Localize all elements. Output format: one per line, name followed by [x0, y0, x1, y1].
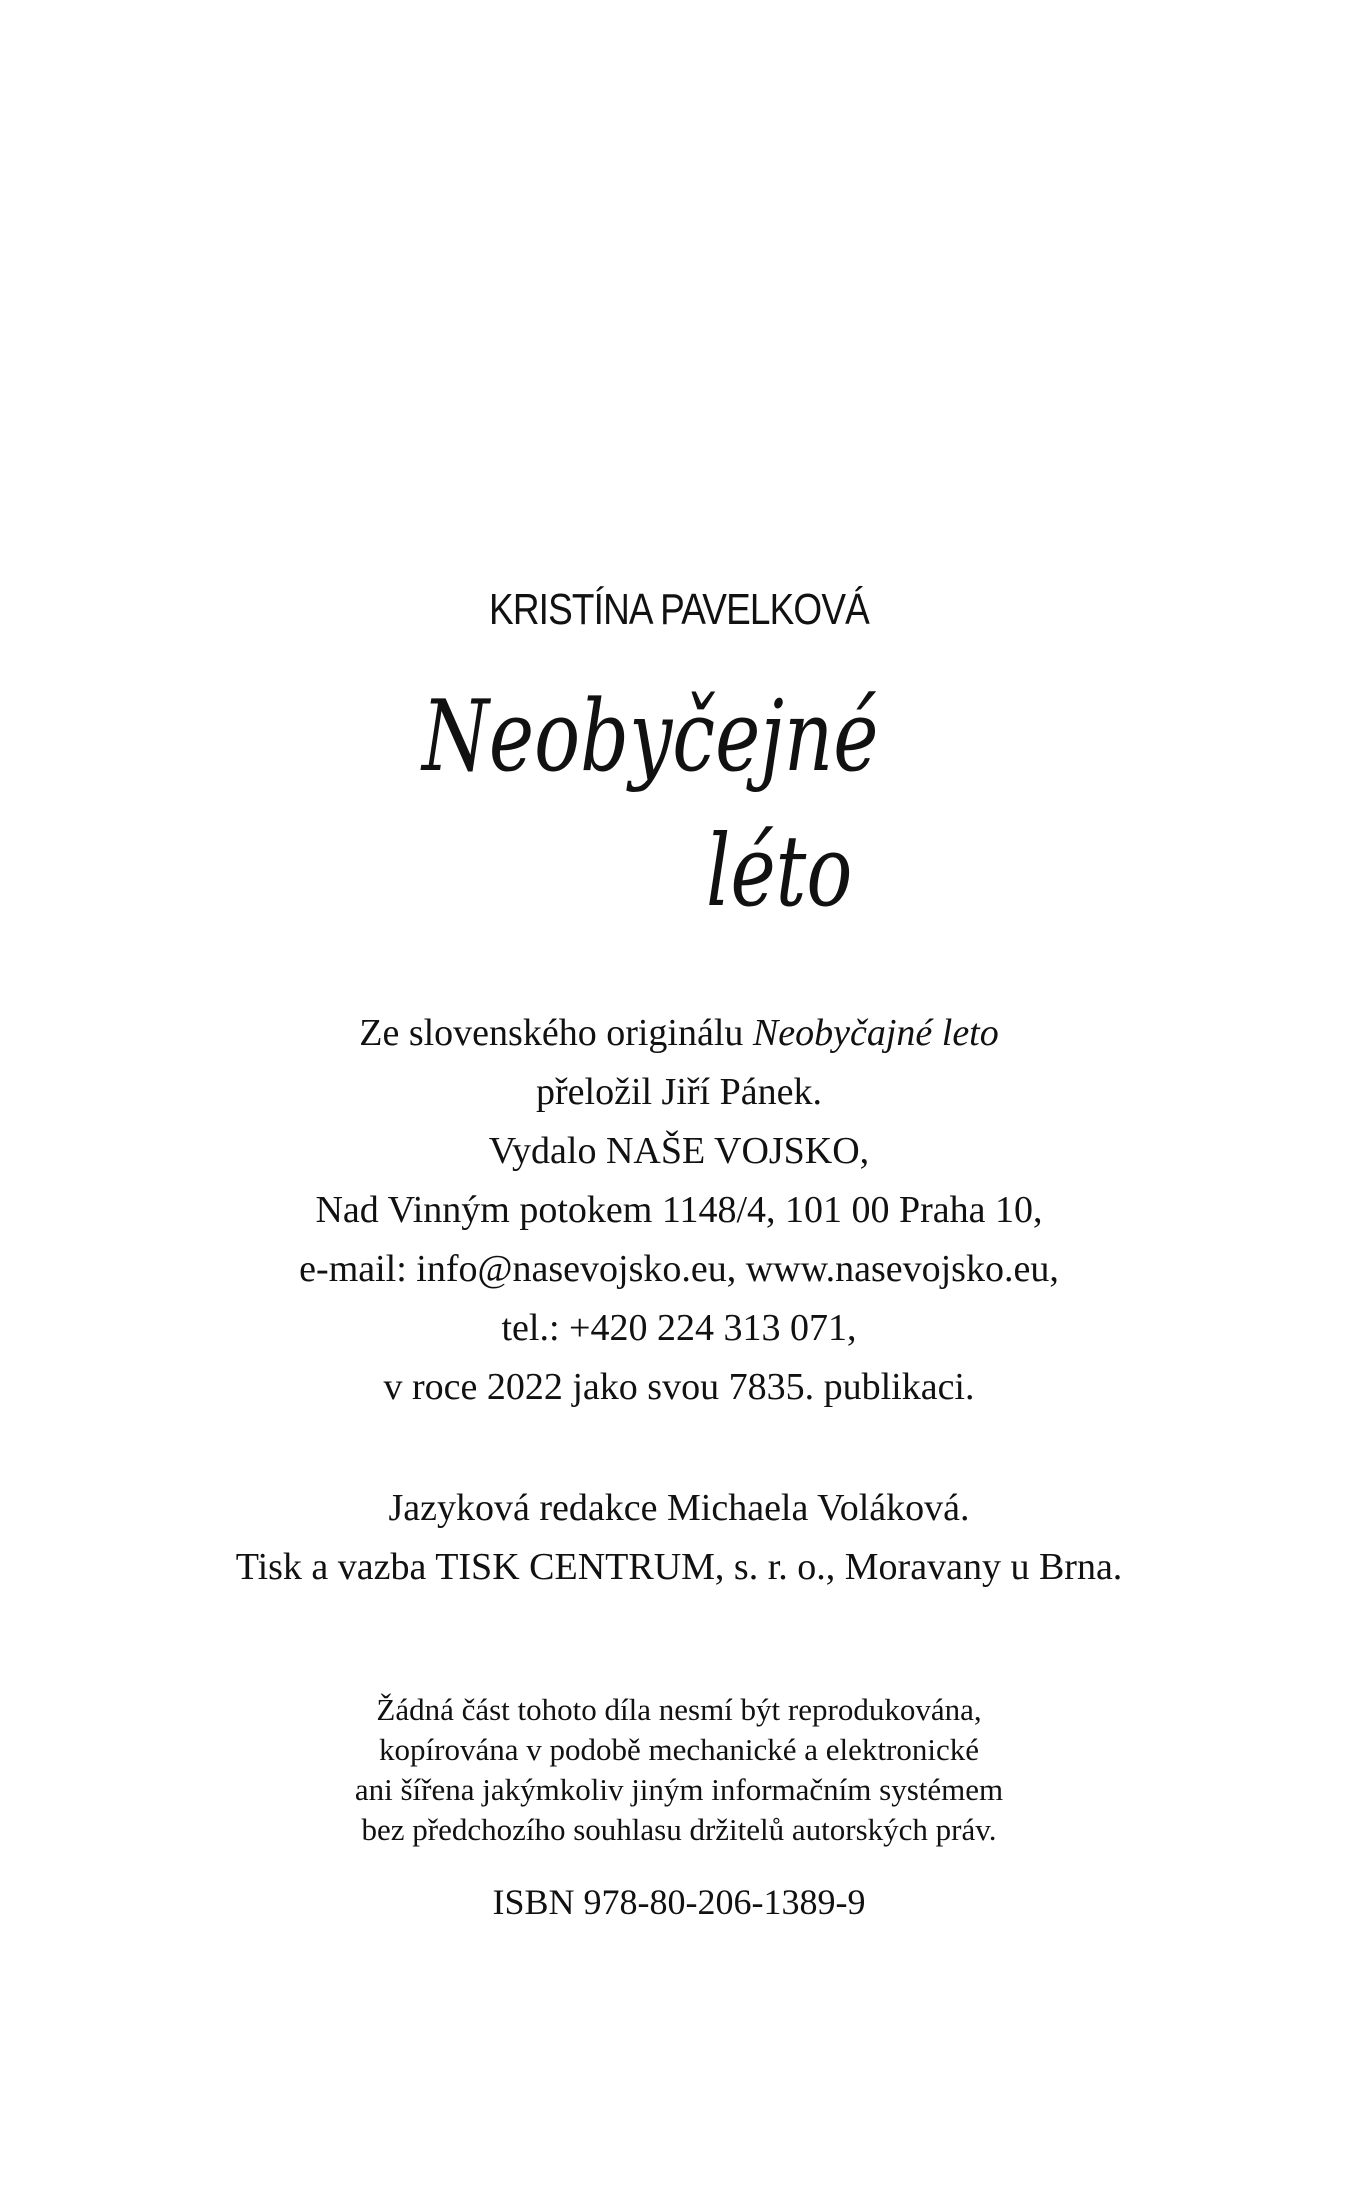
book-title-line-2: léto	[706, 815, 853, 929]
production-credits	[0, 1479, 1358, 1597]
address-line: Nad Vinným potokem 1148/4, 101 00 Praha 10,	[315, 1189, 1043, 1231]
publisher-line: Vydalo NAŠE VOJSKO,	[488, 1130, 870, 1172]
book-title-line-1: Neobyčejné	[422, 680, 879, 794]
publication-details	[0, 1004, 1358, 1417]
copyright-line: kopírována v podobě mechanické a elektronické	[379, 1732, 979, 1767]
printer-line: Tisk a vazba TISK CENTRUM, s. r. o., Moravany u Brna.	[235, 1546, 1123, 1588]
original-title-line	[0, 1004, 1358, 1063]
editor-line: Jazyková redakce Michaela Voláková.	[388, 1487, 970, 1529]
phone-line: tel.: +420 224 313 071,	[501, 1307, 857, 1349]
copyright-line: ani šířena jakýmkoliv jiným informačním systémem	[354, 1772, 1004, 1807]
isbn: ISBN 978-80-206-1389-9	[492, 1882, 866, 1922]
copyright-line: bez předchozího souhlasu držitelů autorských práv.	[361, 1812, 997, 1847]
copyright-line: Žádná část tohoto díla nesmí být reprodukována,	[376, 1692, 982, 1727]
author-name: KRISTÍNA PAVELKOVÁ	[489, 585, 869, 634]
contact-line: e-mail: info@nasevojsko.eu, www.nasevojsko.eu,	[299, 1248, 1059, 1290]
translator-line: přeložil Jiří Pánek.	[536, 1071, 822, 1113]
year-line: v roce 2022 jako svou 7835. publikaci.	[383, 1366, 975, 1408]
copyright-notice	[0, 1690, 1358, 1850]
original-title-prefix: Ze slovenského originálu	[359, 1012, 753, 1054]
original-title: Neobyčajné leto	[752, 1012, 999, 1054]
